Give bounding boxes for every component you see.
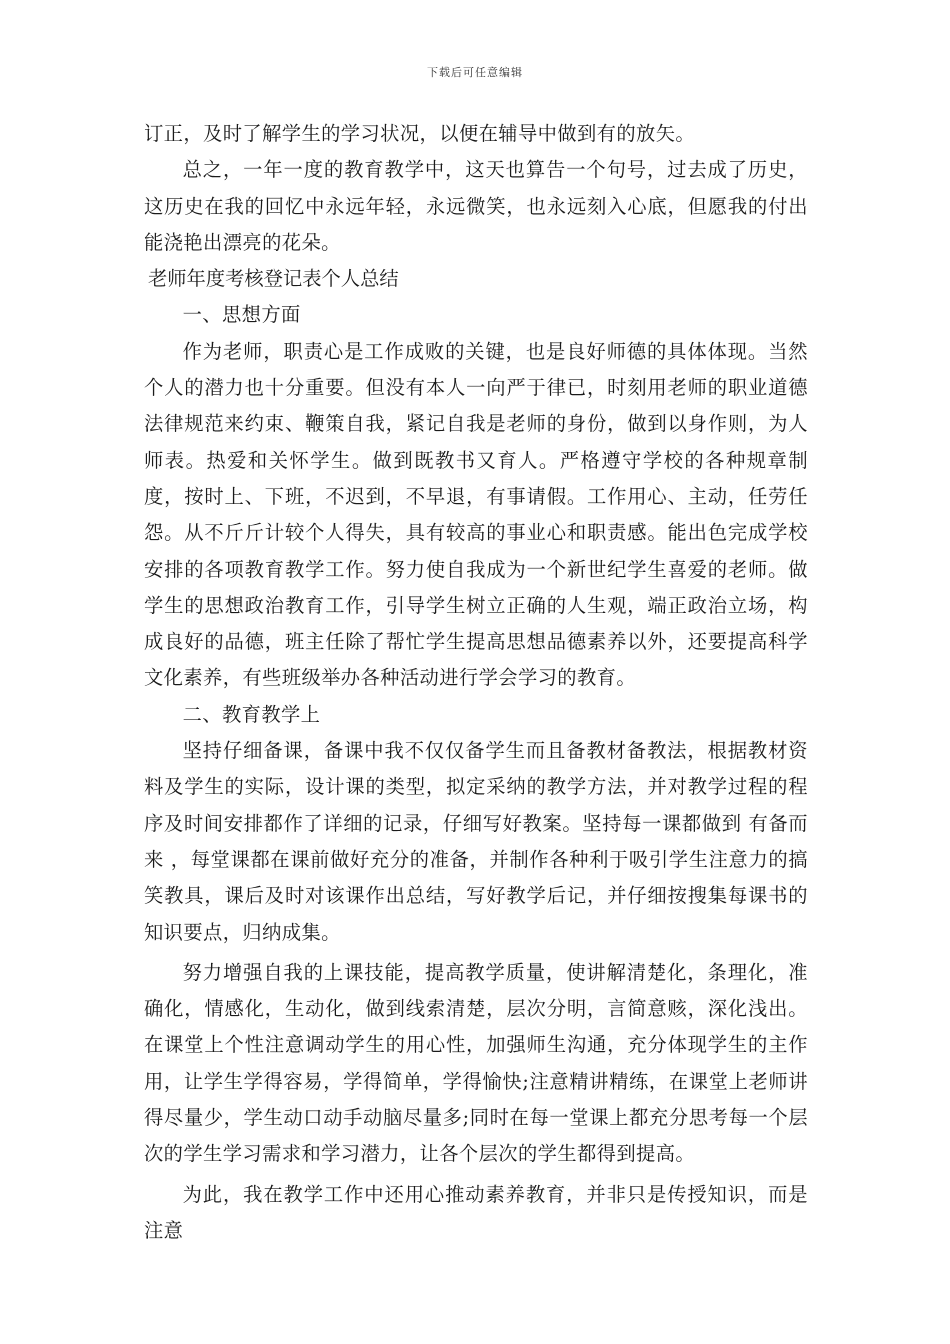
heading-teaching: 二、教育教学上 bbox=[182, 702, 321, 726]
paragraph-teaching-skill: 努力增强自我的上课技能，提高教学质量，使讲解清楚化，条理化，准确化，情感化，生动化，做到线索清楚，层次分明，言简意赅，深化浅出。在课堂上个性注意调动学生的用心性，加强师生沟通，充分体现学生的主作用，让学生学得容易，学得简单，学得愉快;注意精讲精练，在课堂上老师讲得尽量少，学生动口动手动脑尽量多;同时在每一堂课上都充分思考每一个层次的学生学习需求和学习潜力，让各个层次的学生都得到提高。 bbox=[144, 960, 808, 1166]
page-header: 下载后可任意编辑 bbox=[427, 66, 523, 79]
section-title: 老师年度考核登记表个人总结 bbox=[148, 267, 399, 291]
paragraph-intro-tail: 订正，及时了解学生的学习状况，以便在辅导中做到有的放矢。 bbox=[144, 122, 696, 145]
paragraph-conclusion: 总之，一年一度的教育教学中，这天也算告一个句号，过去成了历史，这历史在我的回忆中永远年轻，永远微笑，也永远刻入心底，但愿我的付出能浇艳出漂亮的花朵。 bbox=[144, 158, 808, 254]
heading-thought: 一、思想方面 bbox=[182, 303, 301, 327]
paragraph-lesson-prep: 坚持仔细备课，备课中我不仅仅备学生而且备教材备教法，根据教材资料及学生的实际，设计课的类型，拟定采纳的教学方法，并对教学过程的程序及时间安排都作了详细的记录，仔细写好教案。坚持每一课都做到 有备而来 ，每堂课都在课前做好充分的准备，并制作各种利于吸引学生注意力的搞笑教具，课后及时对该课作出总结，写好教学后记，并仔细按搜集每课书的知识要点，归纳成集。 bbox=[144, 739, 808, 944]
paragraph-thought: 作为老师，职责心是工作成败的关键，也是良好师德的具体体现。当然个人的潜力也十分重要。但没有本人一向严于律已，时刻用老师的职业道德法律规范来约束、鞭策自我，紧记自我是老师的身份，做到以身作则，为人师表。热爱和关怀学生。做到既教书又育人。严格遵守学校的各种规章制度，按时上、下班，不迟到，不早退，有事请假。工作用心、主动，任劳任怨。从不斤斤计较个人得失，具有较高的事业心和职责感。能出色完成学校安排的各项教育教学工作。努力使自我成为一个新世纪学生喜爱的老师。做学生的思想政治教育工作，引导学生树立正确的人生观，端正政治立场，构成良好的品德，班主任除了帮忙学生提高思想品德素养以外，还要提高科学文化素养，有些班级举办各种活动进行学会学习的教育。 bbox=[144, 339, 808, 690]
document-body bbox=[144, 116, 808, 1249]
paragraph-quality-education: 为此，我在教学工作中还用心推动素养教育，并非只是传授知识，而是注意 bbox=[144, 1182, 808, 1242]
